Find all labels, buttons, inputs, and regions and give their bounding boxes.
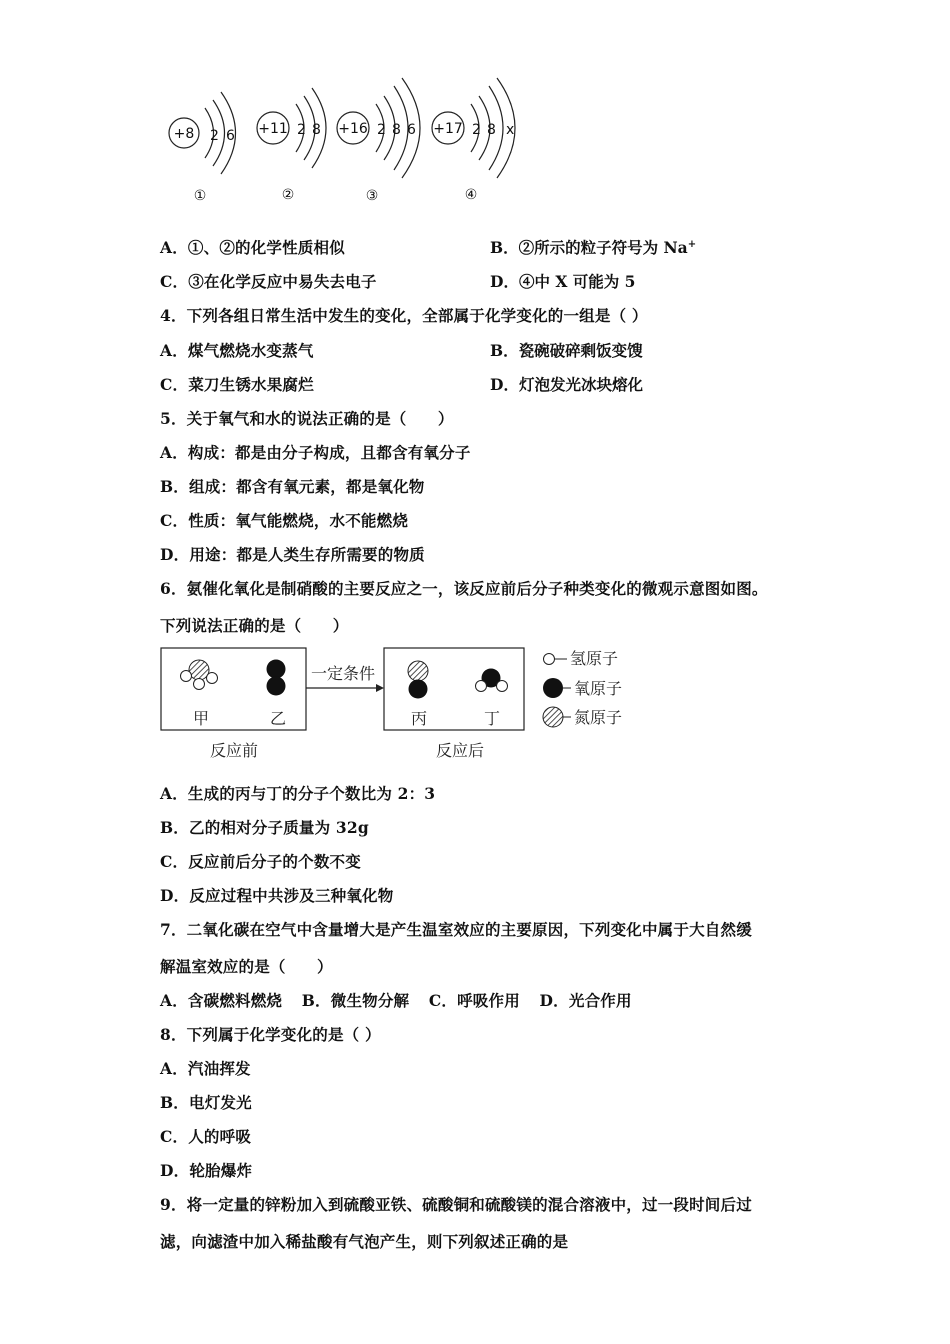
q9-stem-line2: 滤，向滤渣中加入稀盐酸有气泡产生，则下列叙述正确的是 <box>160 1232 569 1251</box>
q5-option-a: A．构成：都是由分子构成，且都含有氧分子 <box>160 443 471 462</box>
q7-stem-line1: 7．二氧化碳在空气中含量增大是产生温室效应的主要原因，下列变化中属于大自然缓 <box>160 920 752 939</box>
shell-electrons: 6 <box>407 122 416 138</box>
atom-structure-figure <box>0 0 950 220</box>
after-label: 反应后 <box>435 741 485 760</box>
q8-stem: 8．下列属于化学变化的是（ ） <box>160 1025 381 1044</box>
nucleus-charge: +17 <box>433 121 463 137</box>
after-box <box>384 648 524 730</box>
reaction-condition: 一定条件 <box>310 664 376 683</box>
molecule-label-ding: 丁 <box>483 709 501 728</box>
shell-electrons: 8 <box>487 122 496 138</box>
shell-electrons: 2 <box>210 128 219 144</box>
oxygen-atom-icon <box>267 660 286 679</box>
molecule-label-bing: 丙 <box>410 709 428 728</box>
hydrogen-atom-icon <box>476 681 487 692</box>
q8-option-b: B．电灯发光 <box>160 1093 252 1112</box>
hydrogen-atom-icon <box>181 671 192 682</box>
q5-option-d: D．用途：都是人类生存所需要的物质 <box>160 545 425 564</box>
q3-option-b-text: B．②所示的粒子符号为 Na <box>490 238 688 257</box>
shell-electrons: 8 <box>312 122 321 138</box>
oxygen-atom-icon <box>267 677 286 696</box>
before-label: 反应前 <box>209 741 259 760</box>
q7-options <box>160 989 646 1011</box>
q8-option-d: D．轮胎爆炸 <box>160 1161 253 1180</box>
before-box <box>161 648 306 730</box>
nucleus-charge: +16 <box>338 121 368 137</box>
q4-stem: 4．下列各组日常生活中发生的变化，全部属于化学变化的一组是（ ） <box>160 306 648 325</box>
nitrogen-atom-icon <box>189 660 209 680</box>
legend-hydrogen-icon <box>544 654 555 665</box>
q3-option-b <box>490 236 696 258</box>
legend-hydrogen-label: 氢原子 <box>570 649 619 668</box>
nucleus-charge: +11 <box>258 121 288 137</box>
q3-option-a: A．①、②的化学性质相似 <box>160 238 345 257</box>
q4-option-d: D．灯泡发光冰块熔化 <box>490 375 643 394</box>
nitrogen-atom-icon <box>408 661 428 681</box>
molecule-label-jia: 甲 <box>192 709 210 728</box>
q7-option-a: A．含碳燃料燃烧 <box>160 991 283 1010</box>
q6-stem-line1: 6．氨催化氧化是制硝酸的主要反应之一，该反应前后分子种类变化的微观示意图如图。 <box>160 579 768 598</box>
q6-stem-line2: 下列说法正确的是（ ） <box>160 616 349 635</box>
q6-option-a: A．生成的丙与丁的分子个数比为 2：3 <box>160 784 436 803</box>
shell-electrons: 2 <box>472 122 481 138</box>
q5-stem: 5．关于氧气和水的说法正确的是（ ） <box>160 409 454 428</box>
shell-electrons: 6 <box>226 128 235 144</box>
q7-option-c: C．呼吸作用 <box>428 991 520 1010</box>
atom-label: ③ <box>365 188 379 204</box>
legend-oxygen-label: 氧原子 <box>574 679 623 698</box>
q6-option-d: D．反应过程中共涉及三种氧化物 <box>160 886 394 905</box>
shell-electrons: 2 <box>377 122 386 138</box>
legend-nitrogen-label: 氮原子 <box>574 708 623 727</box>
hydrogen-atom-icon <box>497 681 508 692</box>
q6-option-b: B．乙的相对分子质量为 32g <box>160 818 369 837</box>
q5-option-b: B．组成：都含有氧元素，都是氧化物 <box>160 477 425 496</box>
molecule-label-yi: 乙 <box>269 709 287 728</box>
q6-option-c: C．反应前后分子的个数不变 <box>160 852 361 871</box>
q3-option-c: C．③在化学反应中易失去电子 <box>160 272 377 291</box>
arrow-head-icon <box>376 684 384 692</box>
hydrogen-atom-icon <box>194 679 205 690</box>
atom-label: ④ <box>464 187 478 203</box>
hydrogen-atom-icon <box>207 673 218 684</box>
atom-label: ② <box>281 187 295 203</box>
q3-option-b-sup: + <box>687 238 697 250</box>
q8-option-a: A．汽油挥发 <box>160 1059 251 1078</box>
q9-stem-line1: 9．将一定量的锌粉加入到硫酸亚铁、硫酸铜和硫酸镁的混合溶液中，过一段时间后过 <box>160 1195 752 1214</box>
q4-option-b: B．瓷碗破碎剩饭变馊 <box>490 341 643 360</box>
q3-option-d: D．④中 X 可能为 5 <box>490 272 636 291</box>
q7-option-d: D．光合作用 <box>539 991 632 1010</box>
legend-nitrogen-icon <box>543 707 563 727</box>
oxygen-atom-icon <box>482 669 501 688</box>
atom-label: ① <box>193 188 207 204</box>
shell-electrons: x <box>506 122 515 138</box>
q4-option-c: C．菜刀生锈水果腐烂 <box>160 375 314 394</box>
q4-option-a: A．煤气燃烧水变蒸气 <box>160 341 314 360</box>
shell-electrons: 8 <box>392 122 401 138</box>
q8-option-c: C．人的呼吸 <box>160 1127 252 1146</box>
shell-electrons: 2 <box>297 122 306 138</box>
oxygen-atom-icon <box>409 680 428 699</box>
q7-option-b: B．微生物分解 <box>301 991 410 1010</box>
q7-stem-line2: 解温室效应的是（ ） <box>160 957 333 976</box>
legend-oxygen-icon <box>543 678 563 698</box>
q5-option-c: C．性质：氧气能燃烧，水不能燃烧 <box>160 511 409 530</box>
nucleus-charge: +8 <box>173 126 195 142</box>
